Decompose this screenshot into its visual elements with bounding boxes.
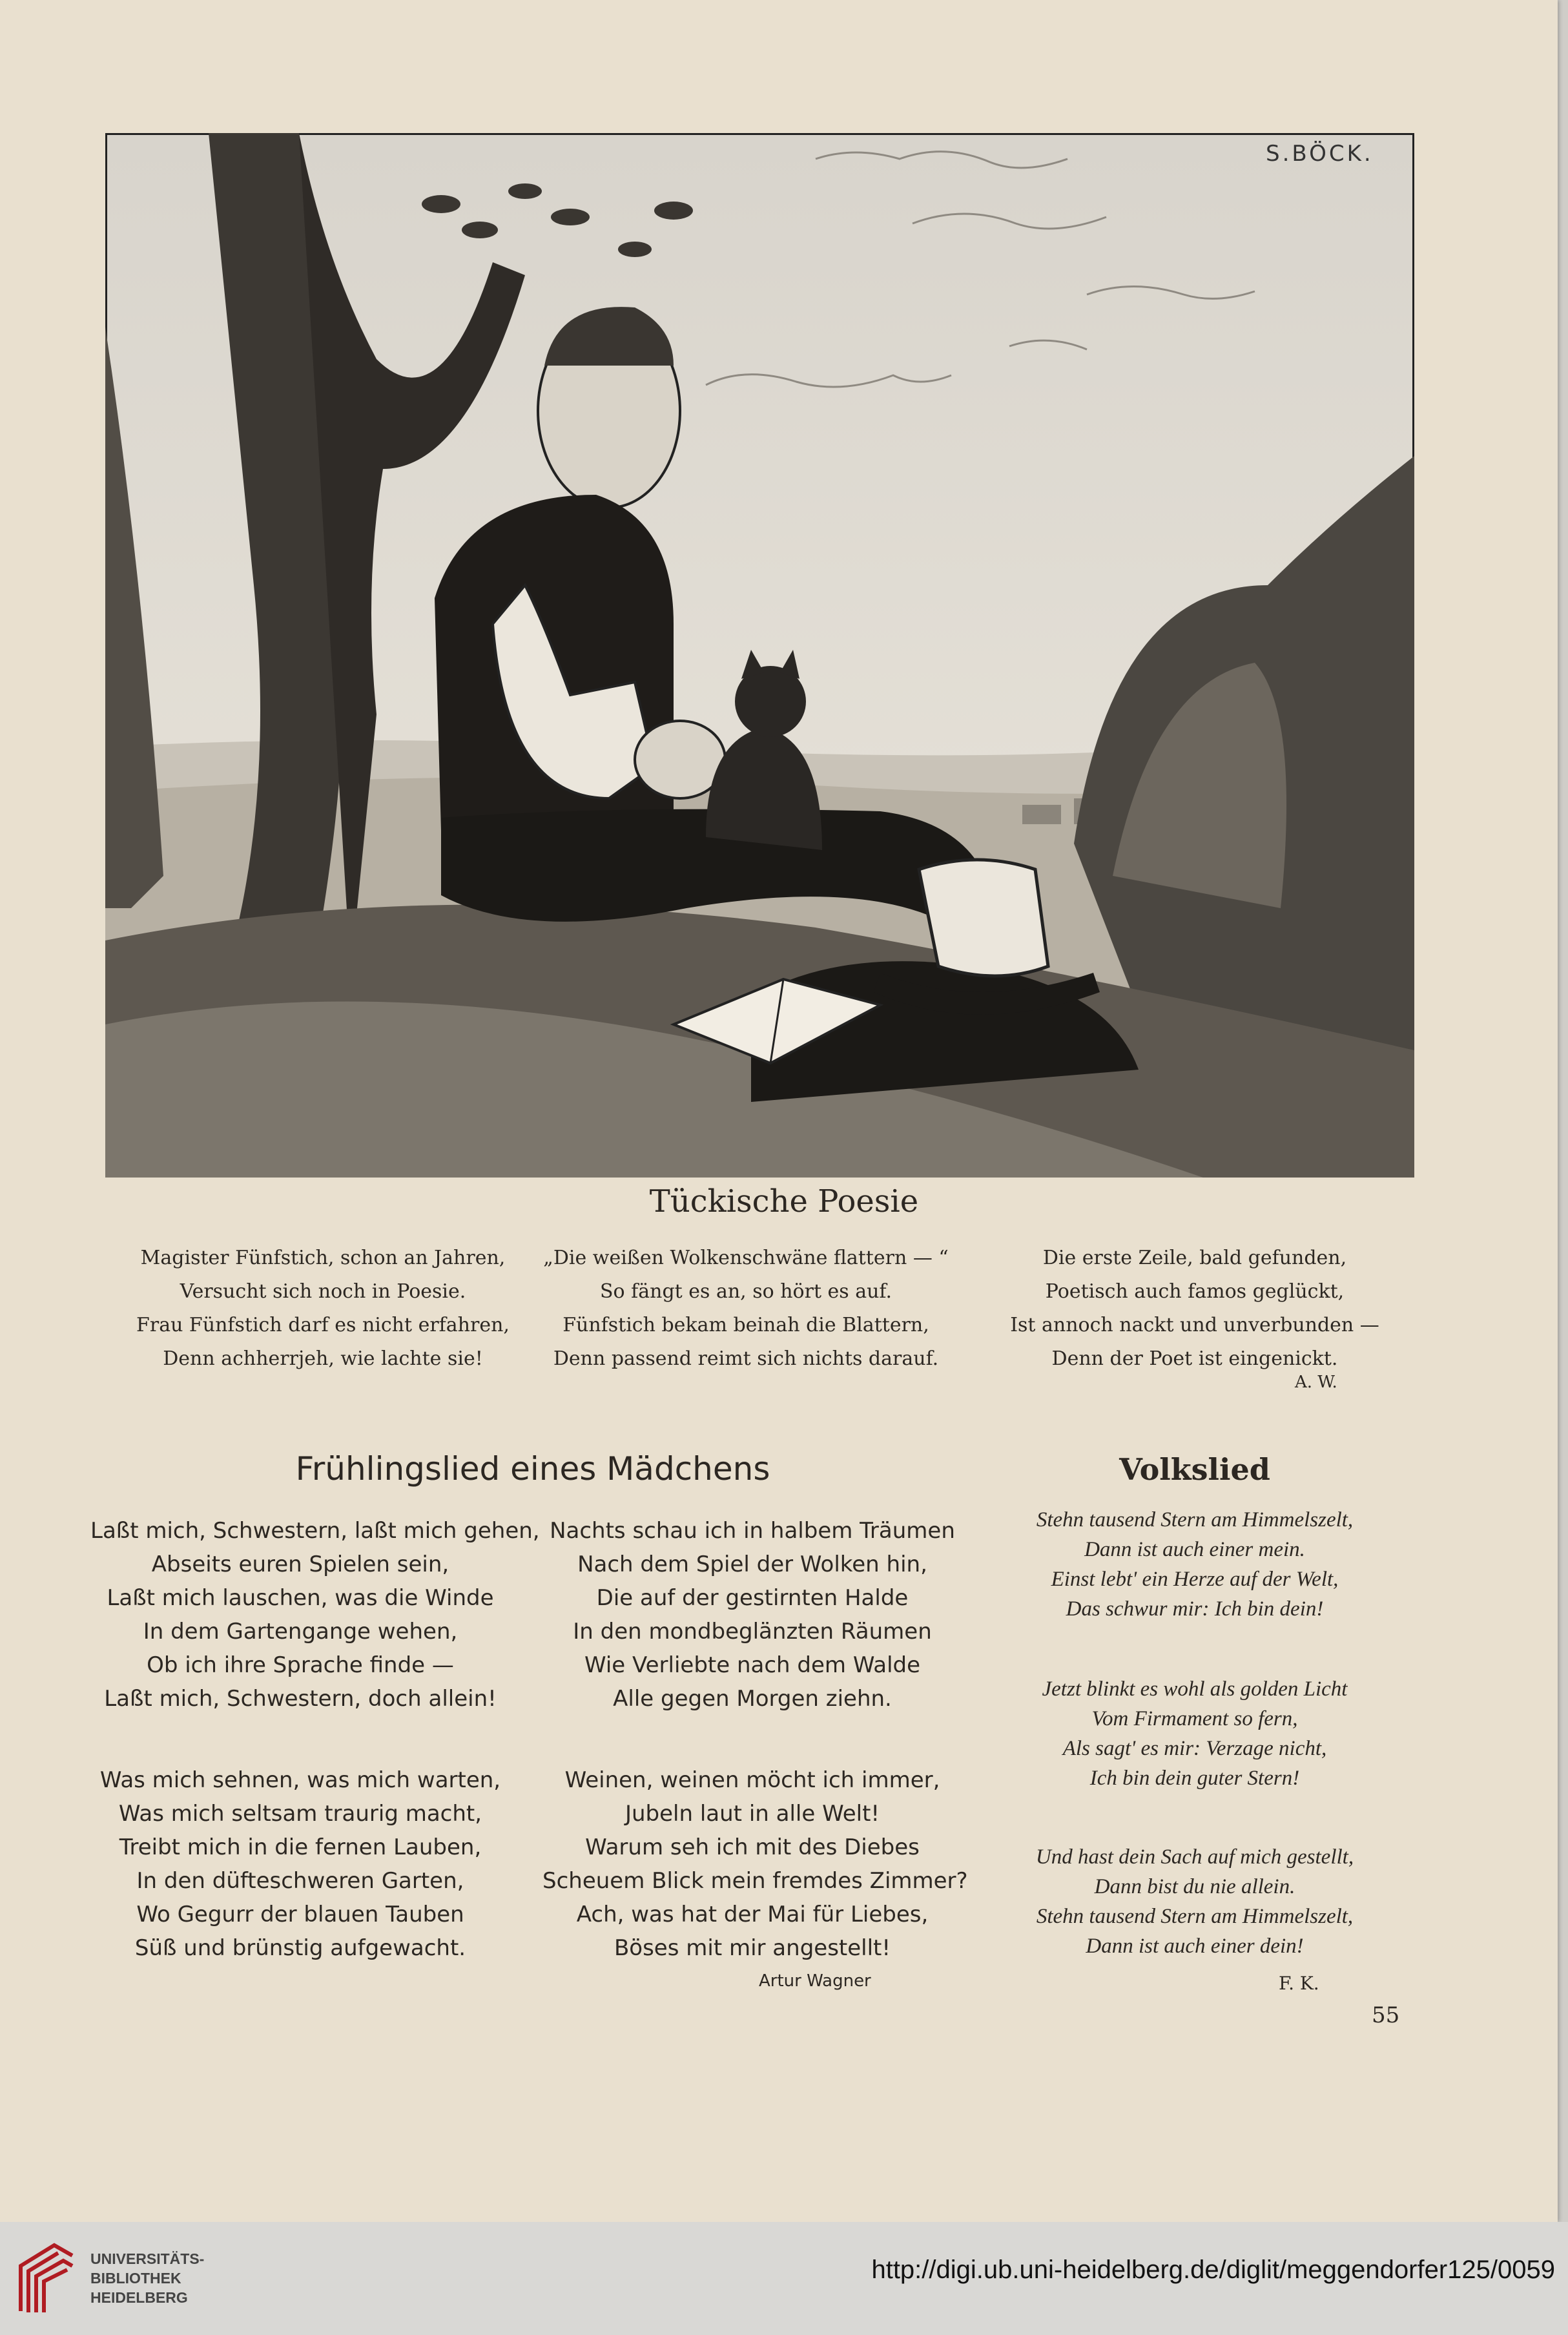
verse-line: Ich bin dein guter Stern!: [1089, 1767, 1300, 1790]
library-name-line: UNIVERSITÄTS-: [90, 2250, 205, 2267]
verse-line: Laßt mich, Schwestern, doch allein!: [104, 1686, 497, 1712]
verse-line: Denn achherrjeh, wie lachte sie!: [163, 1347, 483, 1370]
verse-line: Scheuem Blick mein fremdes Zimmer?: [542, 1868, 968, 1894]
poem1-author: A. W.: [1295, 1373, 1337, 1392]
verse-line: Stehn tausend Stern am Himmelszelt,: [1036, 1508, 1354, 1531]
library-name-line: HEIDELBERG: [90, 2289, 188, 2306]
verse-line: Die auf der gestirnten Halde: [596, 1585, 909, 1611]
verse-line: Die erste Zeile, bald gefunden,: [1042, 1247, 1347, 1269]
poem2-stanza-4: [542, 1763, 968, 1965]
verse-line: Dann ist auch einer dein!: [1086, 1935, 1304, 1958]
page-number: 55: [1372, 2002, 1400, 2028]
verse-line: In den düfteschweren Garten,: [136, 1868, 464, 1894]
verse-line: Was mich sehnen, was mich warten,: [99, 1767, 501, 1793]
poem-title-volkslied: Volkslied: [1119, 1452, 1270, 1487]
verse-line: In dem Gartengange wehen,: [143, 1619, 458, 1645]
verse-line: Dann bist du nie allein.: [1094, 1875, 1295, 1898]
library-name: [90, 2249, 204, 2307]
verse-line: Laßt mich, Schwestern, laßt mich gehen,: [90, 1518, 540, 1544]
verse-line: So fängt es an, so hört es auf.: [600, 1280, 892, 1303]
verse-line: Ist annoch nackt und unverbunden —: [1010, 1314, 1379, 1336]
verse-line: Treibt mich in die fernen Lauben,: [119, 1834, 482, 1860]
library-name-line: BIBLIOTHEK: [90, 2270, 181, 2287]
verse-line: Frau Fünfstich darf es nicht erfahren,: [136, 1314, 510, 1336]
verse-line: Jubeln laut in alle Welt!: [624, 1801, 880, 1827]
verse-line: Nach dem Spiel der Wolken hin,: [577, 1551, 927, 1577]
verse-line: Poetisch auch famos geglückt,: [1045, 1280, 1345, 1303]
poem-title-tueckische-poesie: Tückische Poesie: [649, 1183, 919, 1219]
verse-line: Magister Fünfstich, schon an Jahren,: [140, 1247, 506, 1269]
verse-line: Einst lebt' ein Herze auf der Welt,: [1051, 1568, 1339, 1591]
verse-line: Vom Firmament so fern,: [1091, 1707, 1298, 1730]
verse-line: Laßt mich lauschen, was die Winde: [107, 1585, 494, 1611]
verse-line: Was mich seltsam traurig macht,: [118, 1801, 482, 1827]
illustration-man-with-cat: [105, 133, 1414, 1178]
verse-line: Stehn tausend Stern am Himmelszelt,: [1036, 1905, 1354, 1928]
verse-line: Ob ich ihre Sprache finde —: [147, 1652, 454, 1678]
poem2-author: Artur Wagner: [759, 1971, 871, 1991]
verse-line: Jetzt blinkt es wohl als golden Licht: [1042, 1677, 1348, 1701]
verse-line: Süß und brünstig aufgewacht.: [134, 1935, 466, 1961]
verse-line: Und hast dein Sach auf mich gestellt,: [1035, 1845, 1354, 1869]
poem2-stanza-1: [90, 1514, 540, 1716]
verse-line: Abseits euren Spielen sein,: [151, 1551, 449, 1577]
poem3-stanza-2: [982, 1674, 1408, 1793]
poem3-stanza-3: [982, 1842, 1408, 1961]
university-library-logo-icon: [15, 2240, 77, 2318]
verse-line: Das schwur mir: Ich bin dein!: [1066, 1597, 1324, 1621]
verse-line: Als sagt' es mir: Verzage nicht,: [1062, 1737, 1327, 1760]
verse-line: Alle gegen Morgen ziehn.: [613, 1686, 892, 1712]
poem3-author: F. K.: [1279, 1973, 1319, 1994]
poem2-stanza-3: [542, 1514, 962, 1716]
permalink-url[interactable]: http://digi.ub.uni-heidelberg.de/diglit/meggendorfer125/0059: [871, 2256, 1555, 2284]
verse-line: Nachts schau ich in halbem Träumen: [550, 1518, 955, 1544]
verse-line: Denn passend reimt sich nichts darauf.: [553, 1347, 939, 1370]
poem1-stanza-2: [536, 1241, 956, 1376]
poem-title-fruehlingslied: Frühlingslied eines Mädchens: [295, 1450, 770, 1488]
verse-line: Versucht sich noch in Poesie.: [180, 1280, 466, 1303]
artist-signature: S.BÖCK.: [1266, 141, 1374, 167]
verse-line: Wo Gegurr der blauen Tauben: [136, 1902, 464, 1927]
verse-line: Böses mit mir angestellt!: [614, 1935, 891, 1961]
poem1-stanza-3: [995, 1241, 1395, 1376]
verse-line: Weinen, weinen möcht ich immer,: [564, 1767, 940, 1793]
verse-line: Fünfstich bekam beinah die Blattern,: [562, 1314, 929, 1336]
verse-line: Warum seh ich mit des Diebes: [585, 1834, 920, 1860]
verse-line: Wie Verliebte nach dem Walde: [584, 1652, 921, 1678]
verse-line: Denn der Poet ist eingenickt.: [1051, 1347, 1338, 1370]
verse-line: „Die weißen Wolkenschwäne flattern — “: [543, 1247, 949, 1269]
verse-line: Ach, was hat der Mai für Liebes,: [576, 1902, 929, 1927]
poem1-stanza-1: [129, 1241, 517, 1376]
verse-line: Dann ist auch einer mein.: [1084, 1538, 1305, 1561]
poem2-stanza-2: [90, 1763, 510, 1965]
footer-bar: [0, 2222, 1568, 2335]
verse-line: In den mondbeglänzten Räumen: [573, 1619, 932, 1645]
poem3-stanza-1: [982, 1505, 1408, 1624]
